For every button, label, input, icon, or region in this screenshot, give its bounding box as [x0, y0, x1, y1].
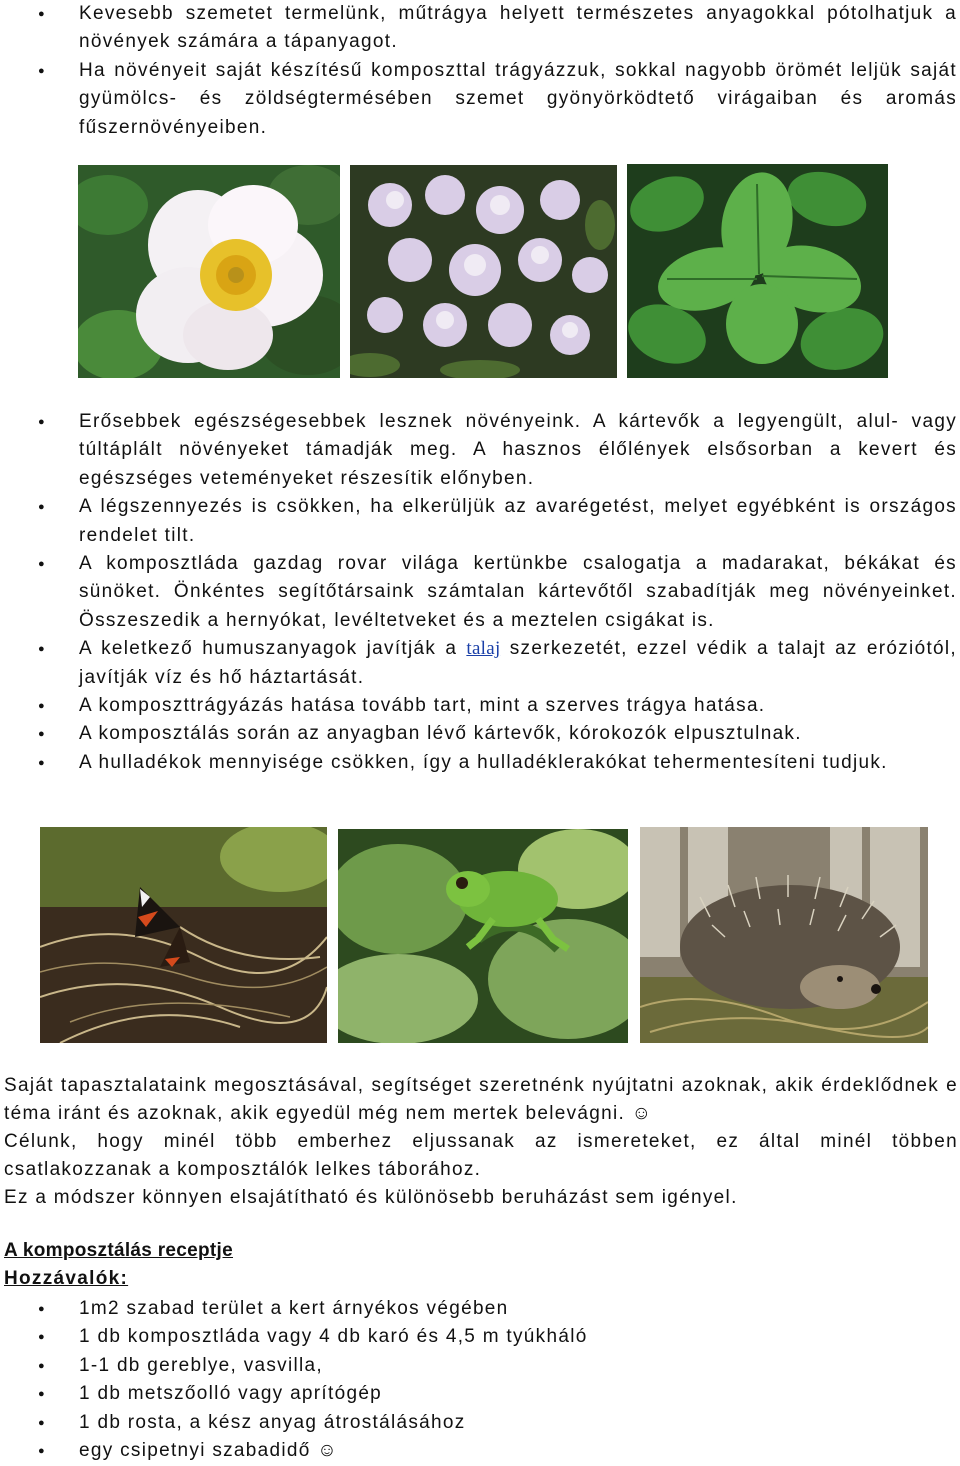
list-item: ● A komposztláda gazdag rovar világa kertünkbe csalogatja a madarakat, békákat és sünöket. Önkéntes segítőtársaink számtalan kártevőtől szabadítják meg növényeinket. Összeszedik a hernyókat, levéltetveket és a meztelen csigákat is. [0, 550, 960, 635]
method-paragraph [4, 1184, 958, 1212]
list-item: ● 1m2 szabad terület a kert árnyékos végében [0, 1295, 960, 1323]
list-item: ● A hulladékok mennyisége csökken, így a hulladéklerakókat tehermentesíteni tudjuk. [0, 749, 960, 777]
list-item: ● 1-1 db gereblye, vasvilla, [0, 1352, 960, 1380]
list-item: ● egy csipetnyi szabadidő ☺ [0, 1437, 960, 1465]
butterfly-photo [40, 827, 327, 1043]
goal-text: Célunk, hogy minél több emberhez eljussanak az ismereteket, ez által minél többen csatlakozzanak a komposztálók lelkes táborához. [4, 1131, 958, 1180]
tree-frog-photo [338, 829, 628, 1043]
talaj-link[interactable]: talaj [466, 638, 501, 660]
ingredients-list [0, 1295, 960, 1465]
list-item-text: szerkezetét, ezzel védik a talajt az eróziótól, javítják víz és hő háztartását. [79, 638, 957, 688]
bullet-list-top [0, 0, 960, 142]
list-item: ● Ha növényeit saját készítésű komposzttal trágyázzuk, sokkal nagyobb örömét leljük saját gyümölcs- és zöldségtermésében szemet gyönyörködtető virágaiban és aromás fűszernövényeiben. [0, 57, 960, 142]
list-item: ● 1 db rosta, a kész anyag átrostálásához [0, 1409, 960, 1437]
goal-paragraph [4, 1128, 958, 1184]
oregano-flowers-photo [350, 165, 617, 378]
intro-paragraph [4, 1072, 958, 1128]
list-item [0, 635, 960, 692]
list-item: ● 1 db komposztláda vagy 4 db karó és 4,5 m tyúkháló [0, 1323, 960, 1351]
hedgehog-photo [640, 827, 928, 1043]
list-item-text: A keletkező humuszanyagok javítják a [79, 638, 467, 660]
intro-text: Saját tapasztalataink megosztásával, segítséget szeretnénk nyújtatni azoknak, akik érdeklődnek e téma iránt és azoknak, akik egyedül még nem mertek belevágni. ☺ [4, 1075, 958, 1124]
wild-rose-photo [78, 165, 340, 378]
list-item: ● 1 db metszőolló vagy aprítógép [0, 1380, 960, 1408]
list-item: ● Kevesebb szemetet termelünk, műtrágya helyett természetes anyagokkal pótolhatjuk a növények számára a tápanyagot. [0, 0, 960, 57]
list-item: ● A légszennyezés is csökken, ha elkerüljük az avarégetést, melyet egyébként is országos rendelet tilt. [0, 493, 960, 550]
method-text: Ez a módszer könnyen elsajátítható és különösebb beruházást sem igényel. [4, 1187, 738, 1208]
list-item: ● Erősebbek egészségesebbek lesznek növényeink. A kártevők a legyengült, alul- vagy túltáplált növényeket támadják meg. A hasznos élőlények elsősorban a kevert és egészséges veteményeket részesítik előnyben. [0, 408, 960, 493]
ingredients-heading: Hozzávalók: [4, 1268, 129, 1289]
bullet-list-middle [0, 408, 960, 777]
mint-leaves-photo [627, 164, 888, 378]
list-item: ● A komposzttrágyázás hatása tovább tart, mint a szerves trágya hatása. [0, 692, 960, 720]
recipe-heading: A komposztálás receptje [4, 1240, 233, 1261]
list-item: ● A komposztálás során az anyagban lévő kártevők, kórokozók elpusztulnak. [0, 720, 960, 748]
